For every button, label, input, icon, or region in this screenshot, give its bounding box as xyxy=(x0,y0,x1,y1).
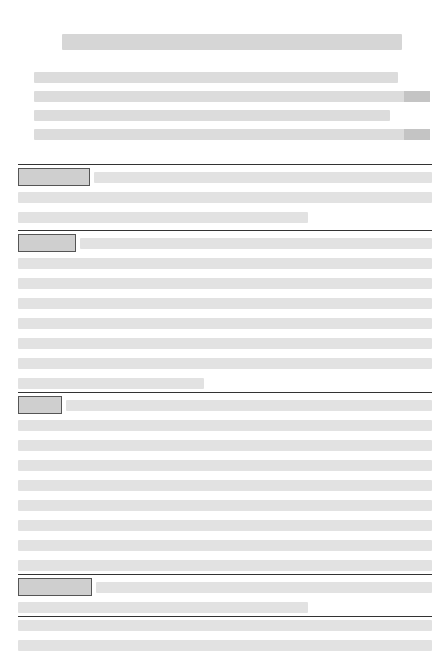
section-divider xyxy=(18,392,432,393)
text-line xyxy=(18,480,432,491)
text-line xyxy=(18,338,432,349)
section-divider xyxy=(18,164,432,165)
section-divider xyxy=(18,616,432,617)
text-line xyxy=(18,420,432,431)
text-line xyxy=(18,318,432,329)
text-line xyxy=(18,640,432,651)
text-line xyxy=(18,192,432,203)
text-line xyxy=(18,440,432,451)
text-line xyxy=(18,258,432,269)
chapter-title xyxy=(62,34,402,50)
tika-section xyxy=(18,400,432,580)
section-divider xyxy=(18,230,432,231)
text-line xyxy=(18,560,432,571)
text-line xyxy=(18,212,308,223)
text-line xyxy=(18,520,432,531)
text-line xyxy=(18,278,432,289)
verse-line xyxy=(34,129,430,140)
text-line xyxy=(18,378,204,389)
verse-line xyxy=(34,110,390,121)
text-line xyxy=(80,238,432,249)
text-line xyxy=(94,172,432,183)
text-line xyxy=(18,460,432,471)
section-divider xyxy=(18,574,432,575)
verse-line xyxy=(34,91,430,102)
text-line xyxy=(66,400,432,411)
opening-verse xyxy=(34,72,430,148)
text-line xyxy=(18,602,308,613)
text-line xyxy=(96,582,432,593)
verse-line xyxy=(34,72,398,83)
text-line xyxy=(18,620,432,631)
text-line xyxy=(18,298,432,309)
text-line xyxy=(18,358,432,369)
anvaya-section-2 xyxy=(18,238,432,398)
text-line xyxy=(18,500,432,511)
anvaya-section xyxy=(18,172,432,232)
text-line xyxy=(18,540,432,551)
closing-verse xyxy=(18,620,432,660)
